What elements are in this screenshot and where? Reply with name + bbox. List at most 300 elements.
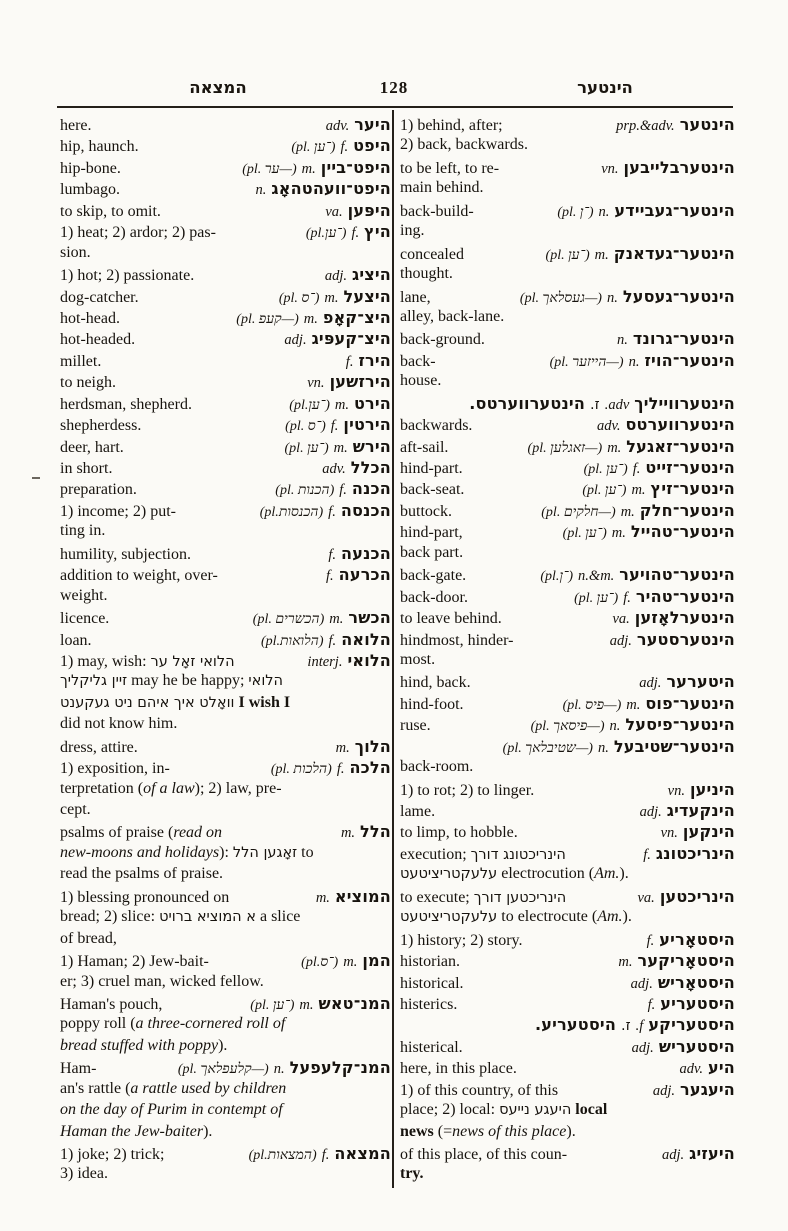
headword-group (546, 244, 735, 264)
definition-group (60, 396, 192, 414)
dictionary-line (400, 694, 735, 715)
definition-text-italic: Haman the Jew-baiter (60, 1122, 204, 1140)
definition-text: hindmost, hinder- (400, 631, 514, 649)
definition-group (60, 632, 92, 650)
definition-group (60, 460, 112, 478)
headword-group (261, 630, 391, 650)
definition-text: to limp, to hobble. (400, 824, 518, 842)
definition-text: ). (622, 908, 632, 926)
definition-group (60, 224, 216, 242)
definition-group (60, 1165, 108, 1183)
definition-group (400, 865, 629, 883)
definition-group (60, 546, 191, 564)
headword-group (668, 780, 735, 800)
inline-hebrew-text: וואָלט איך איהם ניט געקענט (60, 694, 235, 711)
pos-abbreviation: adj. (324, 268, 347, 285)
hebrew-headword: היסטאָריע (659, 929, 735, 949)
headword-group (582, 479, 735, 499)
definition-text: 1) to rot; 2) to linger. (400, 781, 535, 799)
definition-group (60, 865, 223, 883)
plural-form: (pl. ־ען) (582, 483, 627, 499)
hebrew-headword: המן (362, 951, 391, 971)
dictionary-line (60, 1058, 391, 1079)
dictionary-line (60, 630, 391, 651)
plural-form: (pl.המצאות) (248, 1148, 317, 1163)
definition-text: of bread, (60, 929, 117, 947)
definition-text: back-door. (400, 588, 468, 606)
dictionary-line (400, 1058, 735, 1079)
pos-abbreviation: f. (623, 589, 631, 606)
pos-abbreviation: va. (637, 889, 655, 906)
scan-artifact (32, 477, 40, 479)
plural-form: (pl.־ען) (305, 226, 347, 242)
definition-group (60, 331, 135, 349)
hebrew-headword: הלכה (349, 758, 391, 778)
pos-abbreviation: adj. (662, 1147, 685, 1163)
definition-group (400, 160, 499, 178)
definition-text: hip-bone. (60, 159, 121, 177)
definition-text: cept. (60, 801, 91, 818)
definition-text: addition to weight, over- (60, 567, 218, 585)
plural-form: (pl. ־ען) (250, 997, 295, 1013)
dictionary-line (400, 758, 735, 779)
plural-form: (pl. הכשרים) (252, 612, 325, 628)
pos-abbreviation: n. (609, 718, 621, 735)
hebrew-headword: היסטעריקע (648, 1015, 735, 1035)
headword-group (307, 651, 391, 671)
definition-group (60, 181, 120, 199)
plural-form: (pl. ־ען) (583, 462, 628, 477)
pos-abbreviation: m. (329, 611, 344, 628)
dictionary-line (60, 1015, 391, 1036)
definition-text: to leave behind. (400, 610, 502, 628)
column-divider-rule (392, 110, 394, 1188)
definition-text: lame. (400, 803, 436, 820)
guide-word-right: הינטער (577, 78, 633, 97)
dictionary-line (400, 630, 735, 651)
dictionary-line (60, 1037, 391, 1058)
cross-reference-group (469, 394, 735, 414)
definition-text: 1) income; 2) put- (60, 502, 176, 520)
inline-hebrew-text: עלעקטריציטעט (400, 866, 498, 883)
definition-text: back-room. (400, 758, 474, 776)
hebrew-headword: הינטער־פוס (645, 693, 735, 713)
dictionary-line (400, 394, 735, 415)
pos-abbreviation: adj. (639, 675, 662, 692)
definition-group (60, 374, 116, 392)
definition-text: may he be happy; (127, 672, 249, 690)
hebrew-headword: היצעל (343, 286, 391, 306)
headword-group (520, 287, 735, 307)
headword-group (285, 437, 391, 457)
definition-group (60, 439, 124, 457)
pos-abbreviation: m. (626, 696, 641, 713)
dictionary-line (400, 1101, 735, 1122)
plural-form: (pl.־ען) (289, 397, 330, 413)
dictionary-line (60, 329, 391, 350)
headword-group (325, 201, 391, 221)
headword-group (639, 672, 735, 692)
definition-group (400, 1039, 463, 1057)
dictionary-line (60, 951, 391, 972)
hebrew-headword: הינטער־פיסעל (625, 715, 735, 735)
headword-group (291, 136, 391, 156)
dictionary-line (400, 672, 735, 693)
headword-group (631, 973, 735, 993)
dictionary-line (400, 651, 735, 672)
pos-abbreviation: adj. (652, 1082, 675, 1099)
definition-group (60, 1146, 164, 1164)
definition-text: shepherdess. (60, 417, 142, 435)
dictionary-line (60, 758, 391, 779)
pos-abbreviation: n. (255, 182, 267, 199)
hebrew-headword: הינטער־חלק (639, 500, 735, 520)
pos-abbreviation: adv. (596, 418, 621, 435)
definition-text: (= (433, 1122, 453, 1140)
dictionary-line (60, 222, 391, 243)
headword-group (256, 179, 392, 199)
definition-group (400, 889, 566, 907)
pos-abbreviation: f. (632, 461, 641, 477)
hebrew-headword: הינטערווערטס. (469, 393, 586, 413)
dictionary-line (60, 587, 391, 608)
inline-hebrew-text: א המוציא ברויט (159, 909, 256, 926)
hebrew-headword: הירז (358, 350, 391, 370)
dictionary-column-left (60, 115, 391, 1187)
pos-abbreviation: adv. (604, 396, 630, 413)
hebrew-headword: היפּען (347, 200, 391, 220)
inline-hebrew-text: הינריכטונג דורך (470, 846, 566, 863)
dictionary-line (400, 415, 735, 436)
definition-group (400, 246, 464, 264)
hebrew-headword: הלוך (354, 736, 391, 756)
definition-text: ing. (400, 222, 425, 240)
headword-group (326, 565, 391, 585)
dictionary-line (60, 822, 391, 843)
definition-text: to (297, 843, 314, 861)
headword-group (531, 715, 735, 735)
definition-group (60, 587, 108, 605)
dictionary-line (60, 394, 391, 415)
definition-text: 3) idea. (60, 1165, 108, 1183)
dictionary-line (400, 1144, 735, 1165)
definition-group (400, 758, 473, 776)
dictionary-line (400, 930, 735, 951)
dictionary-line (400, 887, 735, 908)
definition-text: hind-part, (400, 524, 463, 542)
dictionary-line (60, 1123, 391, 1144)
pos-abbreviation: f. (345, 353, 354, 370)
plural-form: (pl. ‏—חלקים) (541, 504, 616, 520)
definition-text: house. (400, 372, 442, 390)
hebrew-headword: הלואה (341, 629, 391, 649)
hebrew-headword: היער (354, 115, 391, 134)
dictionary-line (400, 801, 735, 822)
header-rule (57, 106, 733, 108)
dictionary-line (60, 1080, 391, 1101)
hebrew-headword: הינטער־זייט (645, 458, 735, 477)
dictionary-line (60, 565, 391, 586)
definition-text: herdsman, shepherd. (60, 395, 192, 413)
dictionary-line (400, 308, 735, 329)
definition-group (400, 203, 474, 221)
dictionary-line (60, 672, 391, 693)
definition-group (60, 522, 105, 540)
definition-group (60, 889, 229, 907)
dictionary-line (60, 115, 391, 136)
hebrew-headword: היעגער (680, 1079, 735, 1099)
definition-text-italic: on the day of Purim in contempt of (60, 1101, 283, 1119)
dictionary-line (60, 522, 391, 543)
plural-form: (pl. ‏—שטיבלאך) (502, 740, 593, 756)
hebrew-headword: המנ־טאש (318, 993, 391, 1013)
definition-group (400, 439, 448, 457)
dictionary-line (400, 844, 735, 865)
hebrew-headword: הלואי (347, 650, 391, 670)
definition-text: weight. (60, 586, 108, 604)
plural-form: (pl. ‏—געסלאך) (519, 290, 602, 306)
definition-text: ): (219, 843, 233, 861)
plural-form: (pl. ‏—פיס) (562, 697, 622, 713)
headword-group (528, 437, 735, 457)
hebrew-headword: הינטער־געביידע (614, 200, 735, 220)
definition-group (400, 503, 452, 521)
headword-group (260, 501, 391, 521)
definition-text: Haman's pouch, (60, 995, 163, 1013)
definition-text: to execute; (400, 888, 474, 906)
plural-form: (pl. ־ען) (562, 526, 607, 542)
definition-text: ting in. (60, 522, 106, 540)
definition-text-italic: bread stuffed with poppy (60, 1036, 219, 1054)
pos-abbreviation: n.&m. (578, 568, 615, 585)
hebrew-headword: הירזשען (329, 372, 391, 392)
dictionary-line (60, 908, 391, 929)
definition-group (60, 1123, 212, 1141)
hebrew-headword: הינטערווייליך (634, 393, 735, 413)
pos-abbreviation: f. (339, 482, 347, 499)
pos-abbreviation: vn. (601, 160, 619, 177)
inline-hebrew-text: זאָגען הלל (232, 844, 298, 861)
definition-text: dress, attire. (60, 738, 138, 756)
page-number: 128 (379, 78, 409, 97)
inline-hebrew-text: ז. (590, 396, 600, 413)
pos-abbreviation: m. (631, 482, 646, 499)
headword-group (661, 822, 735, 842)
hebrew-headword: הירטין (343, 415, 391, 435)
hebrew-headword: היע (708, 1058, 735, 1078)
hebrew-headword: הכשר (348, 608, 391, 628)
definition-group (60, 844, 314, 862)
dictionary-line (60, 651, 391, 672)
definition-text: thought. (400, 265, 453, 283)
definition-group (400, 1060, 517, 1078)
dictionary-line (400, 608, 735, 629)
definition-group (400, 1082, 558, 1100)
pos-abbreviation: adj. (609, 632, 632, 649)
hebrew-headword: הינקען (682, 822, 735, 842)
definition-text: deer, hart. (60, 438, 124, 456)
definition-text: historical. (400, 974, 464, 992)
definition-text: back part. (400, 543, 464, 561)
definition-text: sion. (60, 243, 91, 261)
plural-form: (pl. ־ס) (285, 419, 326, 435)
pos-abbreviation: m. (315, 889, 330, 906)
pos-abbreviation: m. (611, 525, 626, 542)
plural-form: (pl. ‏—זאגלען) (527, 440, 603, 456)
guide-word-left: המצאה (189, 78, 247, 97)
definition-text: 1) heat; 2) ardor; 2) pas- (60, 224, 216, 242)
hebrew-headword: הינטער־הויז (644, 350, 735, 370)
hebrew-headword: הינטערסטער (636, 629, 735, 649)
headword-group (662, 1144, 735, 1164)
pos-abbreviation: adv. (679, 1061, 704, 1078)
definition-group (400, 372, 441, 390)
headword-group (306, 222, 391, 242)
definition-group (60, 996, 162, 1014)
definition-text: back- (400, 352, 436, 370)
dictionary-line (400, 951, 735, 972)
definition-group (60, 694, 290, 712)
definition-group (60, 353, 101, 371)
definition-group (400, 1146, 567, 1164)
hebrew-headword: הינטערבלייבען (623, 157, 735, 177)
plural-form: (pl. הלכות) (270, 762, 332, 778)
definition-text: place; 2) local: (400, 1101, 500, 1119)
dictionary-line (400, 222, 735, 243)
definition-text: 1) behind, after; (400, 117, 503, 134)
pos-abbreviation: m. (340, 825, 356, 842)
pos-abbreviation: f. (340, 139, 349, 156)
pos-abbreviation: f. (328, 632, 337, 649)
hebrew-headword: המצאה (334, 1144, 391, 1163)
definition-text-italic: a three-cornered roll of (135, 1015, 286, 1033)
dictionary-line (60, 351, 391, 372)
headword-group (557, 201, 735, 221)
definition-text: backwards. (400, 417, 473, 435)
definition-group (60, 138, 139, 156)
definition-group (400, 1123, 576, 1141)
definition-group (400, 953, 460, 971)
definition-text: hind, back. (400, 674, 471, 692)
definition-group (400, 136, 528, 154)
dictionary-line (60, 136, 391, 157)
definition-text: buttock. (400, 502, 452, 520)
definition-text: in short. (60, 460, 113, 477)
pos-abbreviation: n. (597, 739, 609, 756)
hebrew-headword: היטערער (666, 672, 735, 692)
definition-text: lane, (400, 288, 431, 306)
definition-text: back-gate. (400, 567, 467, 585)
headword-group (322, 458, 391, 478)
headword-group (307, 372, 391, 392)
pos-abbreviation: m. (620, 503, 635, 520)
definition-group (400, 353, 436, 371)
definition-text-italic: Am. (597, 908, 623, 926)
headword-group (328, 544, 391, 564)
headword-group (242, 158, 391, 178)
hebrew-headword: המנ־קלעפעל (289, 1058, 391, 1078)
dictionary-line (400, 244, 735, 265)
definition-text: hind-foot. (400, 695, 464, 713)
plural-form: (pl.הכנסות) (259, 504, 324, 520)
headword-group (653, 1080, 735, 1100)
hebrew-headword: הינריכטען (659, 886, 735, 906)
definition-text: er; 3) cruel man, wicked fellow. (60, 972, 264, 990)
plural-form: (pl. ־ען) (545, 247, 590, 263)
dictionary-line (400, 115, 735, 136)
pos-abbreviation: f. (328, 546, 337, 563)
dictionary-line (400, 780, 735, 801)
plural-form: (pl. ‏—ער) (242, 161, 297, 177)
definition-group (400, 846, 566, 864)
hebrew-headword: היניען (689, 779, 735, 799)
definition-text: most. (400, 650, 436, 668)
hebrew-headword: המוציא (334, 886, 391, 906)
dictionary-line (60, 158, 391, 179)
headword-group (617, 329, 735, 349)
plural-form: (pl. ־ן) (557, 204, 594, 220)
hebrew-headword: היסטעריע (660, 993, 735, 1013)
definition-group (400, 696, 464, 714)
inline-hebrew-text: זיין גליקליך (60, 673, 128, 690)
definition-text-italic: new-moons and holidays (60, 843, 220, 861)
definition-text: ruse. (400, 717, 431, 735)
headword-group (301, 951, 391, 971)
definition-group (60, 780, 282, 798)
definition-group (60, 1015, 285, 1033)
definition-text: 1) of this country, of this (400, 1081, 559, 1099)
hebrew-headword: הינטער־זיץ (650, 479, 735, 499)
pos-abbreviation: m. (301, 160, 316, 177)
definition-text-italic: read on (173, 824, 223, 842)
headword-group (336, 737, 391, 757)
hebrew-headword: היץ (364, 222, 391, 242)
dictionary-line (400, 372, 735, 393)
definition-text: ). (619, 865, 629, 883)
dictionary-line (60, 179, 391, 200)
plural-form: (pl. הכנות) (275, 483, 335, 499)
headword-group (236, 308, 391, 328)
dictionary-line (400, 973, 735, 994)
definition-text-italic: a rattle used by children (130, 1079, 287, 1097)
definition-text: ); 2) law, pre- (194, 779, 282, 797)
definition-group (400, 782, 534, 800)
headword-group (275, 479, 391, 499)
pos-abbreviation: adj. (639, 804, 662, 820)
inline-hebrew-text: הלואי (248, 673, 283, 690)
dictionary-line (60, 694, 391, 715)
headword-group (647, 930, 735, 950)
hebrew-headword: הינטער־טהייל (630, 522, 735, 542)
inline-hebrew-text: הלואי זאָל ער (150, 653, 235, 670)
hebrew-headword: הכלל (350, 458, 391, 477)
hebrew-headword: היסטעריע. (535, 1015, 617, 1035)
pos-abbreviation: n. (598, 203, 610, 220)
dictionary-line (60, 887, 391, 908)
hebrew-headword: הירט (353, 393, 391, 413)
dictionary-line (400, 1037, 735, 1058)
pos-abbreviation: f. (647, 996, 656, 1013)
definition-group (60, 1101, 283, 1119)
dictionary-line (400, 1165, 735, 1186)
definition-text: back-seat. (400, 481, 465, 499)
definition-group (60, 1080, 286, 1098)
definition-text: histerical. (400, 1038, 463, 1056)
pos-abbreviation: m. (299, 996, 314, 1013)
dictionary-line (60, 737, 391, 758)
plural-form: (pl. ‏—הייזער) (549, 354, 624, 370)
headword-group (584, 458, 735, 478)
